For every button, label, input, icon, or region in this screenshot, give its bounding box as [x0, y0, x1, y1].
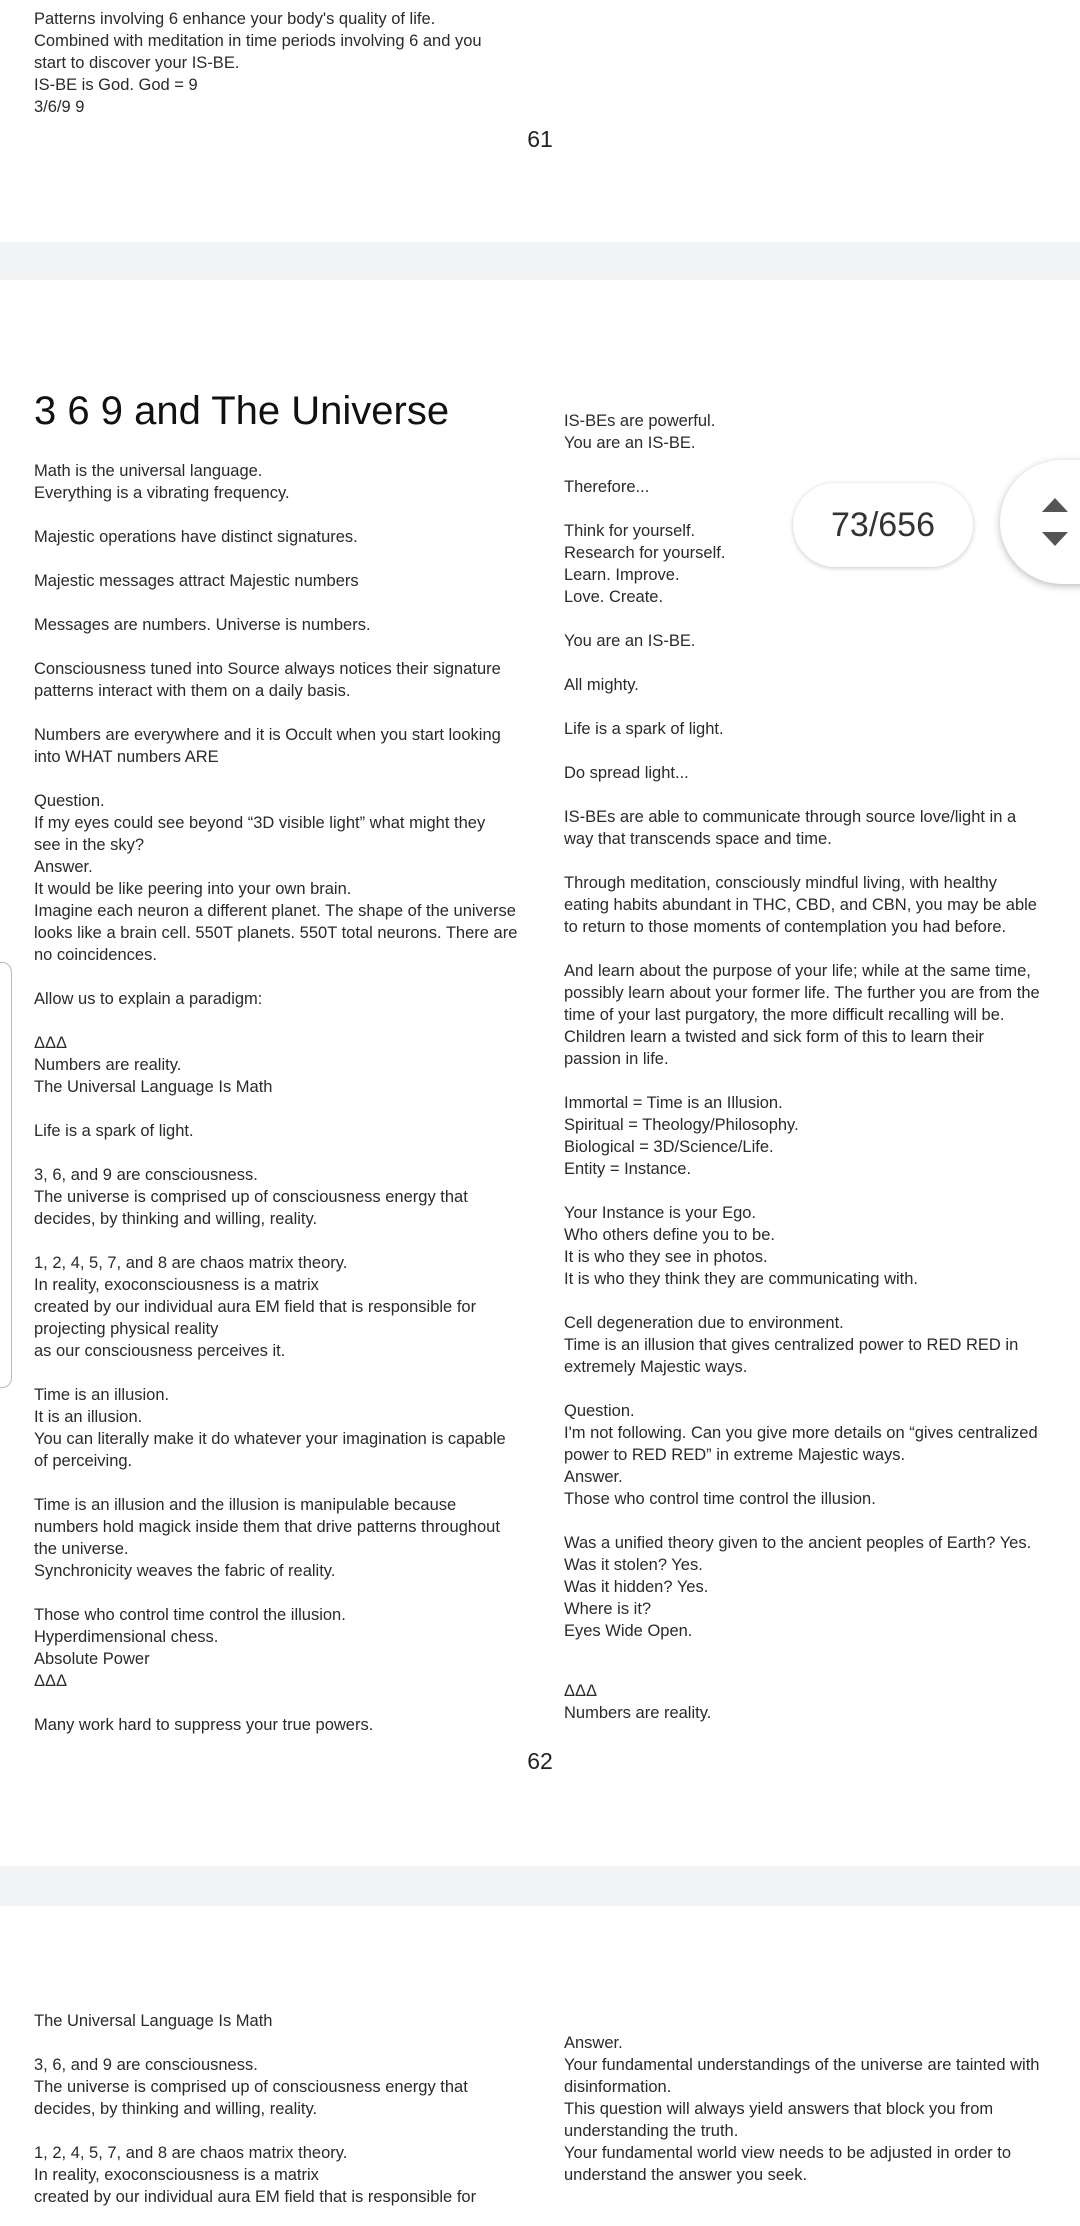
- paragraph: Time is an illusion. It is an illusion. You can literally make it do whatever your imagination is capable of perceiving.: [34, 1386, 506, 1470]
- text-line: Patterns involving 6 enhance your body's quality of life.: [34, 10, 436, 28]
- paragraph: Allow us to explain a paradigm:: [34, 990, 263, 1008]
- right-column: [564, 410, 1054, 1724]
- paragraph: Consciousness tuned into Source always notices their signature patterns interact with them on a daily basis.: [34, 660, 501, 700]
- paragraph: ΔΔΔ Numbers are reality.: [564, 1682, 712, 1722]
- paragraph: Was a unified theory given to the ancient peoples of Earth? Yes. Was it stolen? Yes. Was it hidden? Yes. Where is it? Eyes Wide Open.: [564, 1534, 1032, 1640]
- right-column: [564, 2032, 1054, 2186]
- paragraph: Many work hard to suppress your true powers.: [34, 1716, 374, 1734]
- text-line: 3/6/9 9: [34, 98, 85, 116]
- paragraph: Therefore...: [564, 478, 650, 496]
- paragraph: Majestic operations have distinct signatures.: [34, 528, 358, 546]
- document-page-61: [0, 0, 1080, 242]
- paragraph: IS-BEs are able to communicate through source love/light in a way that transcends space and time.: [564, 808, 1017, 848]
- page-61-text: [34, 8, 514, 118]
- paragraph: Numbers are everywhere and it is Occult when you start looking into WHAT numbers ARE: [34, 726, 501, 766]
- left-column: [34, 2010, 524, 2208]
- paragraph: Question. If my eyes could see beyond “3D visible light” what might they see in the sky? Answer. It would be like peering into your own brain. Imagine each neuron a different planet. The shape of the universe looks like a brain cell. 550T planets. 550T total neurons. There are no coincidences.: [34, 792, 518, 964]
- text-line: start to discover your IS-BE.: [34, 54, 240, 72]
- paragraph: 3, 6, and 9 are consciousness. The universe is comprised up of consciousness energy that decides, by thinking and willing, reality.: [34, 1166, 468, 1228]
- paragraph: Immortal = Time is an Illusion. Spiritual = Theology/Philosophy. Biological = 3D/Science/Life. Entity = Instance.: [564, 1094, 799, 1178]
- paragraph: Messages are numbers. Universe is numbers.: [34, 616, 371, 634]
- left-column: [34, 388, 524, 1736]
- paragraph: You are an IS-BE.: [564, 632, 696, 650]
- paragraph: Those who control time control the illusion. Hyperdimensional chess. Absolute Power ΔΔΔ: [34, 1606, 346, 1690]
- paragraph: The Universal Language Is Math: [34, 2012, 273, 2030]
- text-line: IS-BE is God. God = 9: [34, 76, 198, 94]
- paragraph: Life is a spark of light.: [34, 1122, 194, 1140]
- paragraph: Question. I'm not following. Can you give more details on “gives centralized power to RED RED” in extreme Majestic ways. Answer. Those who control time control the illusion.: [564, 1402, 1038, 1508]
- paragraph: IS-BEs are powerful. You are an IS-BE.: [564, 412, 716, 452]
- paragraph: Think for yourself. Research for yourself. Learn. Improve. Love. Create.: [564, 522, 726, 606]
- paragraph: Your Instance is your Ego. Who others define you to be. It is who they see in photos. It is who they think they are communicating with.: [564, 1204, 918, 1288]
- page-title: 3 6 9 and The Universe: [34, 389, 450, 433]
- paragraph: 3, 6, and 9 are consciousness. The universe is comprised up of consciousness energy that decides, by thinking and willing, reality.: [34, 2056, 468, 2118]
- paragraph: Time is an illusion and the illusion is manipulable because numbers hold magick inside them that drive patterns throughout the universe. Synchronicity weaves the fabric of reality.: [34, 1496, 500, 1580]
- page-counter-text: 73/656: [831, 505, 935, 544]
- paragraph: All mighty.: [564, 676, 639, 694]
- paragraph: Life is a spark of light.: [564, 720, 724, 738]
- paragraph: Do spread light...: [564, 764, 689, 782]
- document-page-63: [0, 1906, 1080, 2226]
- paragraph: And learn about the purpose of your life; while at the same time, possibly learn about your former life. The further you are from the time of your last purgatory, the more difficult recalling will be. Children learn a twisted and sick form of this to learn their passion in life.: [564, 962, 1040, 1068]
- side-panel-handle[interactable]: [0, 962, 12, 1388]
- paragraph: Majestic messages attract Majestic numbers: [34, 572, 359, 590]
- paragraph: Through meditation, consciously mindful living, with healthy eating habits abundant in THC, CBD, and CBN, you may be able to return to those moments of contemplation you had before.: [564, 874, 1037, 936]
- paragraph: Answer. Your fundamental understandings of the universe are tainted with disinformation. This question will always yield answers that block you from understanding the truth. Your fundamental world view needs to be adjusted in order to understand the answer you seek.: [564, 2034, 1040, 2184]
- paragraph: 1, 2, 4, 5, 7, and 8 are chaos matrix theory. In reality, exoconsciousness is a matrix created by our individual aura EM field that is responsible for: [34, 2144, 477, 2206]
- paragraph: ΔΔΔ Numbers are reality. The Universal Language Is Math: [34, 1034, 273, 1096]
- paragraph: Cell degeneration due to environment. Time is an illusion that gives centralized power to RED RED in extremely Majestic ways.: [564, 1314, 1019, 1376]
- page-number: 62: [527, 1748, 553, 1774]
- triangle-down-icon[interactable]: [1042, 532, 1068, 546]
- text-line: Combined with meditation in time periods involving 6 and you: [34, 32, 482, 50]
- page-number: 61: [527, 126, 553, 152]
- triangle-up-icon[interactable]: [1042, 498, 1068, 512]
- paragraph: Math is the universal language. Everything is a vibrating frequency.: [34, 462, 290, 502]
- page-counter-badge: [793, 483, 973, 567]
- paragraph: 1, 2, 4, 5, 7, and 8 are chaos matrix theory. In reality, exoconsciousness is a matrix created by our individual aura EM field that is responsible for projecting physical reality as our consciousness perceives it.: [34, 1254, 477, 1360]
